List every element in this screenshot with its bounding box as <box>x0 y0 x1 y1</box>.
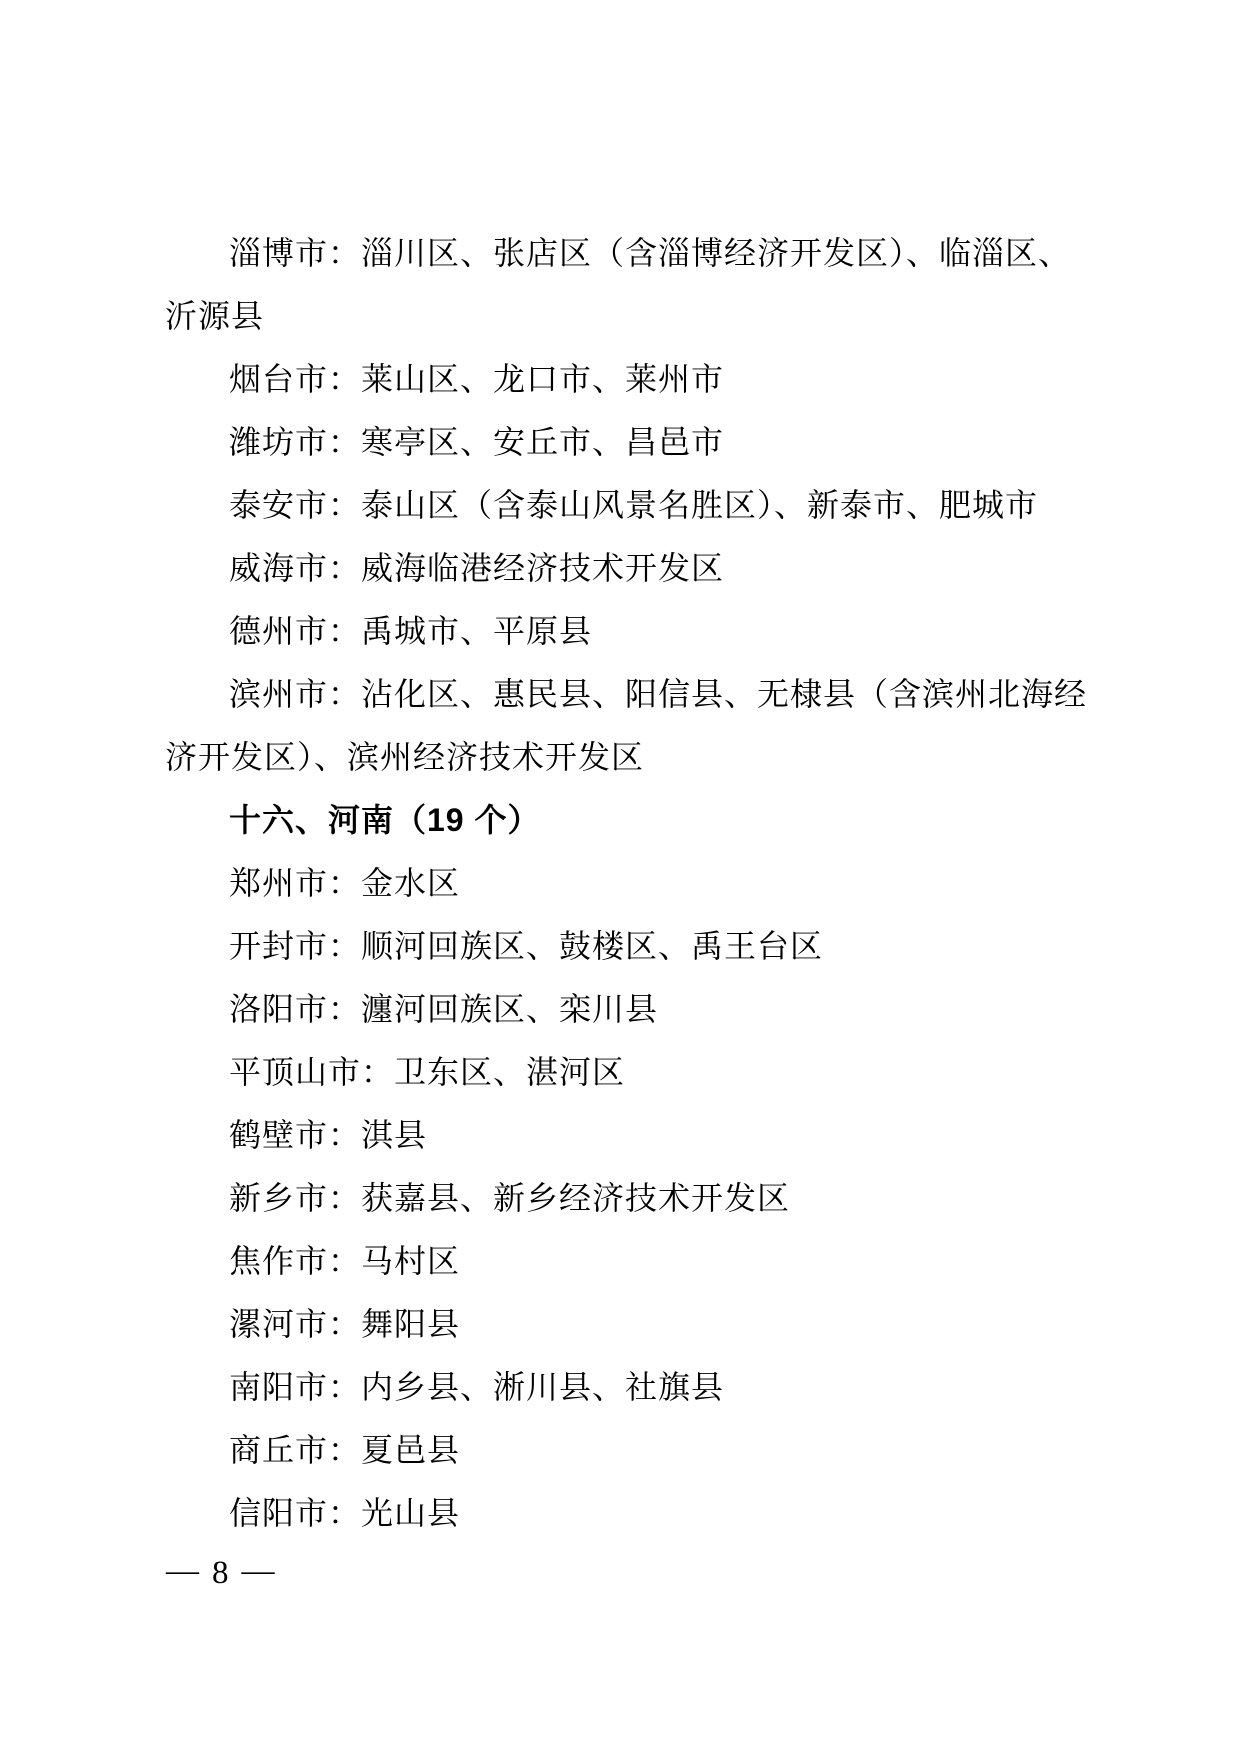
text-line: 洛阳市：瀍河回族区、栾川县 <box>229 991 659 1027</box>
text-line: 信阳市：光山县 <box>229 1495 461 1531</box>
text-line: 郑州市：金水区 <box>229 865 461 901</box>
text-line: 滨州市：沾化区、惠民县、阳信县、无棣县（含滨州北海经 <box>229 676 1088 712</box>
text-line: 威海市：威海临港经济技术开发区 <box>229 550 725 586</box>
text-line: 漯河市：舞阳县 <box>229 1306 461 1342</box>
text-line: 泰安市：泰山区（含泰山风景名胜区）、新泰市、肥城市 <box>229 487 1039 523</box>
text-line: 烟台市：莱山区、龙口市、莱州市 <box>229 361 725 397</box>
section-heading: 十六、河南（19 个） <box>229 802 541 838</box>
text-line: 南阳市：内乡县、淅川县、社旗县 <box>229 1369 725 1405</box>
footer-dash-left: — <box>166 1553 199 1589</box>
text-line: 开封市：顺河回族区、鼓楼区、禹王台区 <box>229 928 824 964</box>
text-line: 淄博市：淄川区、张店区（含淄博经济开发区）、临淄区、 <box>229 235 1072 271</box>
text-line: 新乡市：获嘉县、新乡经济技术开发区 <box>229 1180 791 1216</box>
text-line: 平顶山市：卫东区、湛河区 <box>229 1054 626 1090</box>
text-line: 商丘市：夏邑县 <box>229 1432 461 1468</box>
footer-dash-right: — <box>241 1553 275 1589</box>
page-number: 8 <box>212 1555 229 1591</box>
text-line: 潍坊市：寒亭区、安丘市、昌邑市 <box>229 424 725 460</box>
document-body <box>165 222 1125 1545</box>
text-line: 济开发区）、滨州经济技术开发区 <box>165 739 645 775</box>
text-line: 德州市：禹城市、平原县 <box>229 613 593 649</box>
page-footer <box>166 1553 275 1593</box>
text-line: 焦作市：马村区 <box>229 1243 461 1279</box>
text-line: 沂源县 <box>165 298 265 334</box>
text-line: 鹤壁市：淇县 <box>229 1117 428 1153</box>
